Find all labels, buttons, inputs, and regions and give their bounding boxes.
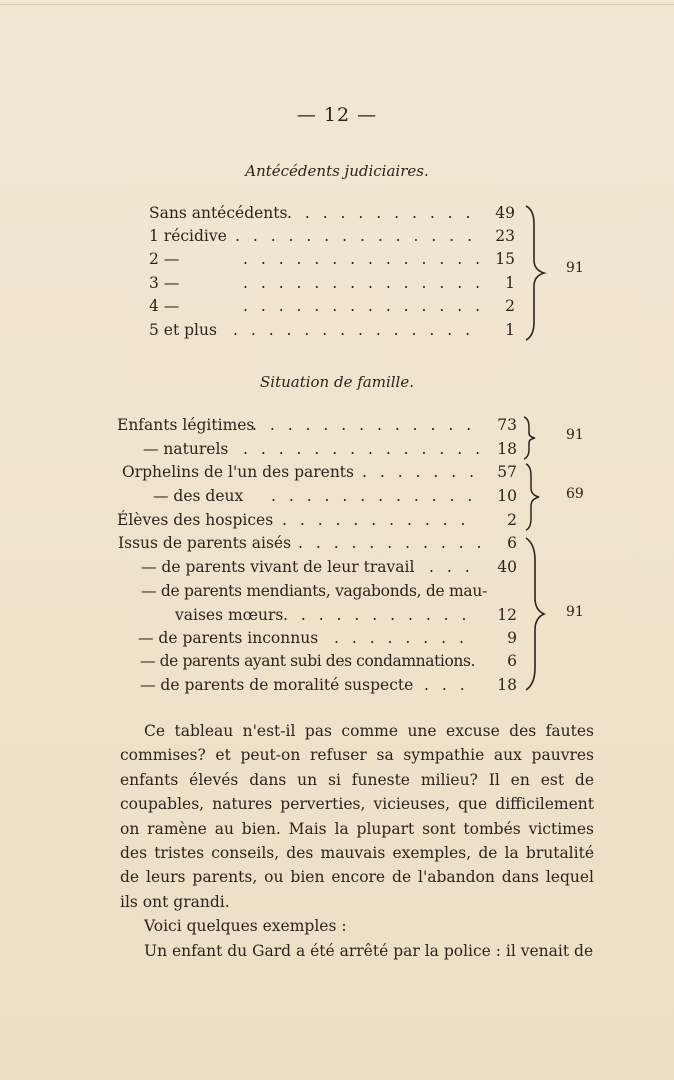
row-label: — de parents inconnus — [138, 629, 319, 647]
row-value: 18 — [497, 440, 517, 458]
row-label: 5 et plus — [149, 321, 217, 339]
row-label: Issus de parents aisés — [118, 534, 292, 552]
leader-dots: . . . . . . . . . . . . . . — [243, 250, 485, 268]
leader-dots: . . . . . . . . . . . . . . — [243, 274, 485, 292]
group-total: 91 — [566, 604, 584, 620]
row-value: 1 — [505, 321, 515, 339]
row-label: 4 — — [149, 297, 180, 315]
row-label: Orphelins de l'un des parents — [122, 463, 354, 481]
table-row — [153, 485, 517, 507]
row-label: — naturels — [143, 440, 229, 458]
section-title-situation: Situation de famille. — [260, 373, 414, 391]
table-row — [149, 248, 515, 270]
row-value: 12 — [497, 606, 517, 624]
leader-dots: . . . . . . . . . . . — [283, 606, 471, 624]
row-value: 2 — [505, 297, 515, 315]
table-row — [149, 202, 515, 224]
row-value: 9 — [507, 629, 517, 647]
row-label: vaises mœurs — [175, 606, 284, 624]
row-value: 6 — [507, 652, 517, 670]
table-row — [149, 225, 515, 247]
row-label: Enfants légitimes — [117, 416, 255, 434]
row-value: 73 — [497, 416, 517, 434]
curly-brace — [520, 415, 544, 461]
leader-dots: . . . . . . . . . . . — [282, 511, 470, 529]
row-value: 1 — [505, 274, 515, 292]
row-label: Sans antécédents — [149, 204, 288, 222]
row-value: 57 — [497, 463, 517, 481]
leader-dots: . . . . . . . . . . . . . . — [243, 297, 485, 315]
group-total: 69 — [566, 486, 584, 502]
leader-dots: . . . . . . . . . . . — [298, 534, 486, 552]
row-value: 23 — [495, 227, 515, 245]
table-row — [149, 319, 515, 341]
paragraph: Ce tableau n'est-il pas comme une excuse des fautes commises? et peut-on refuser sa sympathie aux pauvres enfants élevés dans un si funeste milieu? Il en est de coupables, natures perverties, vicieuses, que difficilement on ramène au bien. Mais la plupart sont tombés victimes des tristes conseils, des mauvais exemples, de la brutalité de leurs parents, ou bien encore de l'abandon dans lequel ils ont grandi. — [120, 722, 594, 911]
paragraph: Un enfant du Gard a été arrêté par la police : il venait de — [144, 941, 594, 960]
page-edge — [0, 4, 674, 5]
row-label: — de parents mendiants, vagabonds, de mau- — [141, 582, 487, 600]
section-title-antecedents: Antécédents judiciaires. — [245, 162, 429, 180]
leader-dots: . . . . . . . . — [334, 629, 468, 647]
row-label: 3 — — [149, 274, 180, 292]
leader-dots: . . . . . . . . . . . — [287, 204, 475, 222]
paragraph: Voici quelques exemples : — [144, 917, 347, 936]
row-label: — de parents vivant de leur travail — [141, 558, 415, 576]
table-row — [143, 438, 517, 460]
row-label: — de parents de moralité suspecte — [140, 676, 414, 694]
table-row — [117, 509, 517, 531]
table-row — [141, 556, 517, 578]
leader-dots: . . . . . . . . . . . . . — [252, 416, 476, 434]
row-value: 49 — [495, 204, 515, 222]
page-number: — 12 — — [296, 104, 378, 126]
row-label: — de parents ayant subi des condamnations. — [140, 652, 476, 670]
curly-brace — [520, 204, 550, 342]
leader-dots: . . . . . . . . . . . . . . — [235, 227, 477, 245]
table-row — [141, 580, 517, 602]
row-label: — des deux — [153, 487, 244, 505]
table-row — [118, 532, 517, 554]
row-label: 1 récidive — [149, 227, 227, 245]
body-text — [120, 719, 594, 963]
table-row — [175, 604, 517, 626]
curly-brace — [520, 536, 550, 692]
leader-dots: . . . — [429, 558, 474, 576]
row-label: 2 — — [149, 250, 180, 268]
table-row — [149, 272, 515, 294]
leader-dots: . . . . . . . . . . . . . . — [243, 440, 485, 458]
leader-dots: . . . . . . . . . . . . . . — [233, 321, 475, 339]
table-row — [138, 627, 517, 649]
row-value: 2 — [507, 511, 517, 529]
row-value: 10 — [497, 487, 517, 505]
table-row — [122, 461, 517, 483]
table-row — [149, 295, 515, 317]
leader-dots: . . . . . . . . . . . . — [271, 487, 477, 505]
leader-dots: . . . — [424, 676, 469, 694]
row-value: 40 — [497, 558, 517, 576]
table-row — [140, 650, 517, 672]
table-row — [117, 414, 517, 436]
leader-dots: . . . . . . . — [362, 463, 479, 481]
table-row — [140, 674, 517, 696]
row-value: 15 — [495, 250, 515, 268]
row-label: Élèves des hospices — [117, 511, 274, 529]
group-total: 91 — [566, 260, 584, 276]
group-total: 91 — [566, 427, 584, 443]
row-value: 6 — [507, 534, 517, 552]
curly-brace — [520, 462, 548, 532]
row-value: 18 — [497, 676, 517, 694]
